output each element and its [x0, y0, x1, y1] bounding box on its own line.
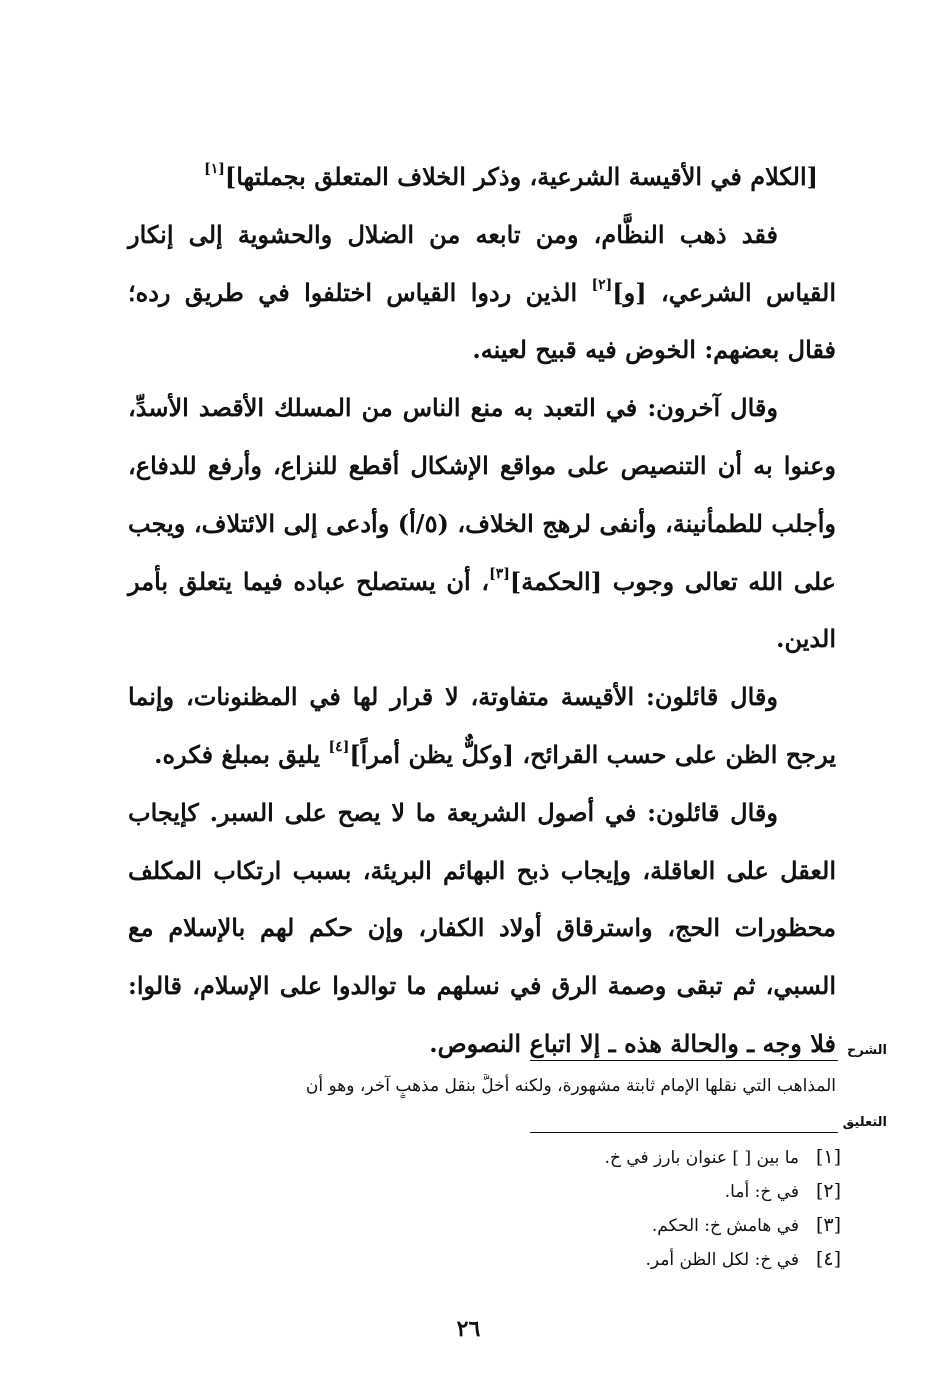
paragraph-2-part-a: وقال آخرون: في التعبد به منع الناس من المسلك الأقصد الأسدِّ، وعنوا به أن التنصيص على مواقع الإشكال أقطع للنزاع، وأرفع للدفاع، وأجلب للطمأنينة، وأنفى لرهج الخلاف، (٥/أ) وأدعى إلى الائتلاف، ويجب على الله تعالى وجوب [الحكمة]	[128, 393, 837, 596]
footnote-item	[341, 1208, 841, 1242]
footnote-item	[341, 1140, 841, 1174]
footnote-ref-2: [٢]	[591, 276, 613, 293]
paragraph-3	[128, 668, 836, 784]
footnote-number: [١]	[815, 1146, 841, 1168]
main-text	[128, 148, 836, 1073]
footnote-text: في هامش خ: الحكم.	[651, 1216, 799, 1236]
paragraph-2-part-b: ، أن يستصلح عباده فيما يتعلق بأمر الدين.	[128, 566, 836, 654]
footnote-text: في خ: أما.	[724, 1182, 799, 1202]
paragraph-2	[128, 379, 836, 668]
section-heading	[128, 148, 836, 206]
footnote-text: ما بين [ ] عنوان بارز في خ.	[604, 1148, 799, 1168]
footnote-number: [٣]	[815, 1214, 841, 1236]
footnote-text: في خ: لكل الظن أمر.	[645, 1250, 799, 1270]
footnote-ref-4: [٤]	[328, 738, 350, 755]
paragraph-4: وقال قائلون: في أصول الشريعة ما لا يصح على السبر. كإيجاب العقل على العاقلة، وإيجاب ذبح البهائم البريئة، بسبب ارتكاب المكلف محظورات الحج، واسترقاق أولاد الكفار، وإن حكم لهم بالإسلام مع السبي، ثم تبقى وصمة الرق في نسلهم ما توالدوا على الإسلام، قالوا: فلا وجه ـ والحالة هذه ـ إلا اتباع النصوص.	[128, 797, 836, 1058]
taliq-divider	[530, 1132, 838, 1133]
paragraph-1-part-a: فقد ذهب النظَّام، ومن تابعه من الضلال والحشوية إلى إنكار القياس الشرعي، [و]	[128, 219, 837, 307]
paragraph-1	[128, 206, 836, 379]
footnotes-list	[341, 1140, 841, 1276]
sharh-text: المذاهب التي نقلها الإمام ثابتة مشهورة، ولكنه أخلَّ بنقل مذهبٍ آخر، وهو أن	[305, 1076, 836, 1096]
paragraph-1-part-b: الذين ردوا القياس اختلفوا في طريق رده؛ فقال بعضهم: الخوض فيه قبيح لعينه.	[128, 277, 836, 365]
taliq-label: التعليق	[842, 1115, 887, 1130]
page-number: ٢٦	[456, 1316, 481, 1342]
footnote-item	[341, 1242, 841, 1276]
paragraph-3-part-a: وقال قائلون: الأقيسة متفاوتة، لا قرار لها في المظنونات، وإنما يرجح الظن على حسب القرائح، [وكلٌّ يظن أمراً]	[128, 682, 836, 769]
footnote-ref-1: [١]	[204, 161, 225, 177]
heading-text: [الكلام في الأقيسة الشرعية، وذكر الخلاف المتعلق بجملتها]	[224, 162, 818, 191]
footnote-item	[341, 1174, 841, 1208]
sharh-divider	[530, 1060, 838, 1061]
paragraph-3-part-b: يليق بمبلغ فكره.	[154, 739, 329, 769]
sharh-label: الشرح	[846, 1043, 887, 1058]
footnote-ref-3: [٣]	[489, 565, 510, 582]
footnote-number: [٤]	[815, 1248, 841, 1270]
footnote-number: [٢]	[815, 1180, 841, 1202]
